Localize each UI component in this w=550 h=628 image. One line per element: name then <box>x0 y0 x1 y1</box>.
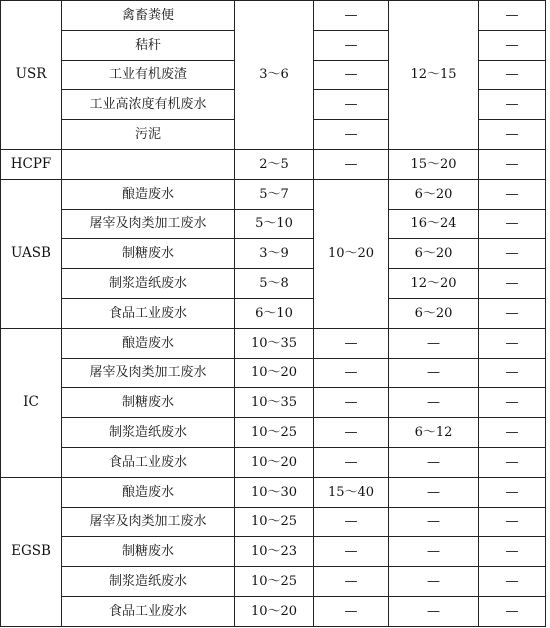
reactor-ic: IC <box>1 328 62 477</box>
reactor-hcpf: HCPF <box>1 149 62 179</box>
value-cell: 15～20 <box>389 149 479 179</box>
value-cell: — <box>479 269 546 299</box>
value-cell: — <box>389 358 479 388</box>
value-cell: — <box>479 60 546 90</box>
feed-cell: 制浆造纸废水 <box>62 269 235 299</box>
value-cell: — <box>314 90 389 120</box>
value-cell: 10～35 <box>235 328 314 358</box>
table-row <box>1 149 546 179</box>
value-cell: — <box>479 596 546 626</box>
table-row <box>1 418 546 448</box>
table-row <box>1 537 546 567</box>
value-cell: — <box>389 447 479 477</box>
table-row <box>1 596 546 626</box>
value-cell: — <box>479 388 546 418</box>
load-cell: 3～6 <box>235 1 314 150</box>
value-cell: 10～25 <box>235 418 314 448</box>
value-cell: 10～20 <box>235 358 314 388</box>
feed-cell: 制糖废水 <box>62 537 235 567</box>
value-cell: — <box>314 1 389 31</box>
value-cell: 10～23 <box>235 537 314 567</box>
value-cell: — <box>314 567 389 597</box>
value-cell: — <box>389 388 479 418</box>
value-cell: 6～12 <box>389 418 479 448</box>
table-row <box>1 328 546 358</box>
feed-cell: 食品工业废水 <box>62 298 235 328</box>
value-cell: — <box>314 388 389 418</box>
value-cell: — <box>314 507 389 537</box>
value-cell: — <box>479 447 546 477</box>
feed-cell: 秸秆 <box>62 30 235 60</box>
value-cell: 6～20 <box>389 179 479 209</box>
table-row <box>1 1 546 31</box>
value-cell: — <box>314 537 389 567</box>
value-cell: — <box>389 596 479 626</box>
value-cell: 10～30 <box>235 477 314 507</box>
value-cell: — <box>479 537 546 567</box>
value-cell: 10～20 <box>235 447 314 477</box>
value-cell: — <box>479 120 546 150</box>
value-cell: — <box>389 537 479 567</box>
reactor-egsb: EGSB <box>1 477 62 626</box>
value-cell: — <box>314 328 389 358</box>
value-cell: — <box>314 596 389 626</box>
table-row <box>1 239 546 269</box>
value-cell: 6～10 <box>235 298 314 328</box>
value-cell: 10～20 <box>235 596 314 626</box>
feed-cell: 食品工业废水 <box>62 596 235 626</box>
table-row <box>1 298 546 328</box>
feed-cell: 酿造废水 <box>62 328 235 358</box>
value-cell: — <box>479 179 546 209</box>
value-cell: — <box>314 418 389 448</box>
feed-cell: 制浆造纸废水 <box>62 418 235 448</box>
value-cell: — <box>314 358 389 388</box>
feed-cell: 屠宰及肉类加工废水 <box>62 358 235 388</box>
value-cell: — <box>314 60 389 90</box>
value-cell: 16～24 <box>389 209 479 239</box>
value-cell: — <box>479 239 546 269</box>
value-cell: 10～25 <box>235 567 314 597</box>
value-cell: 15～40 <box>314 477 389 507</box>
reactor-usr: USR <box>1 1 62 150</box>
feed-cell: 酿造废水 <box>62 179 235 209</box>
value-cell: 5～7 <box>235 179 314 209</box>
value-cell: 12～20 <box>389 269 479 299</box>
value-cell: — <box>314 30 389 60</box>
value-cell: — <box>479 298 546 328</box>
feed-cell: 制糖废水 <box>62 388 235 418</box>
feed-cell: 制浆造纸废水 <box>62 567 235 597</box>
value-cell: 5～10 <box>235 209 314 239</box>
table-row <box>1 269 546 299</box>
table-row <box>1 388 546 418</box>
value-cell: 2～5 <box>235 149 314 179</box>
feed-cell: 食品工业废水 <box>62 447 235 477</box>
value-cell: — <box>389 507 479 537</box>
value-cell: — <box>314 120 389 150</box>
value-cell: — <box>389 567 479 597</box>
table-row <box>1 179 546 209</box>
value-cell: 10～35 <box>235 388 314 418</box>
value-cell: — <box>389 328 479 358</box>
value-cell: — <box>479 567 546 597</box>
value-cell: — <box>479 358 546 388</box>
value-cell: — <box>479 477 546 507</box>
value-cell: 3～9 <box>235 239 314 269</box>
feed-cell: 屠宰及肉类加工废水 <box>62 507 235 537</box>
value-cell: 12～15 <box>389 1 479 150</box>
value-cell: — <box>479 209 546 239</box>
value-cell: 5～8 <box>235 269 314 299</box>
feed-cell: 制糖废水 <box>62 239 235 269</box>
feed-cell: 屠宰及肉类加工废水 <box>62 209 235 239</box>
value-cell: — <box>479 90 546 120</box>
value-cell: — <box>479 507 546 537</box>
value-cell: — <box>479 30 546 60</box>
value-cell: — <box>314 447 389 477</box>
table-row <box>1 358 546 388</box>
load-cell: 10～20 <box>314 179 389 328</box>
reactor-uasb: UASB <box>1 179 62 328</box>
feed-cell <box>62 149 235 179</box>
value-cell: — <box>479 149 546 179</box>
value-cell: — <box>314 149 389 179</box>
value-cell: 10～25 <box>235 507 314 537</box>
value-cell: 6～20 <box>389 239 479 269</box>
table-row <box>1 567 546 597</box>
table-row <box>1 447 546 477</box>
feed-cell: 酿造废水 <box>62 477 235 507</box>
value-cell: — <box>389 477 479 507</box>
feed-cell: 禽畜粪便 <box>62 1 235 31</box>
value-cell: — <box>479 1 546 31</box>
feed-cell: 污泥 <box>62 120 235 150</box>
feed-cell: 工业高浓度有机废水 <box>62 90 235 120</box>
value-cell: 6～20 <box>389 298 479 328</box>
table-row <box>1 477 546 507</box>
table-row <box>1 209 546 239</box>
value-cell: — <box>479 328 546 358</box>
value-cell: — <box>479 418 546 448</box>
feed-cell: 工业有机废渣 <box>62 60 235 90</box>
table-row <box>1 507 546 537</box>
